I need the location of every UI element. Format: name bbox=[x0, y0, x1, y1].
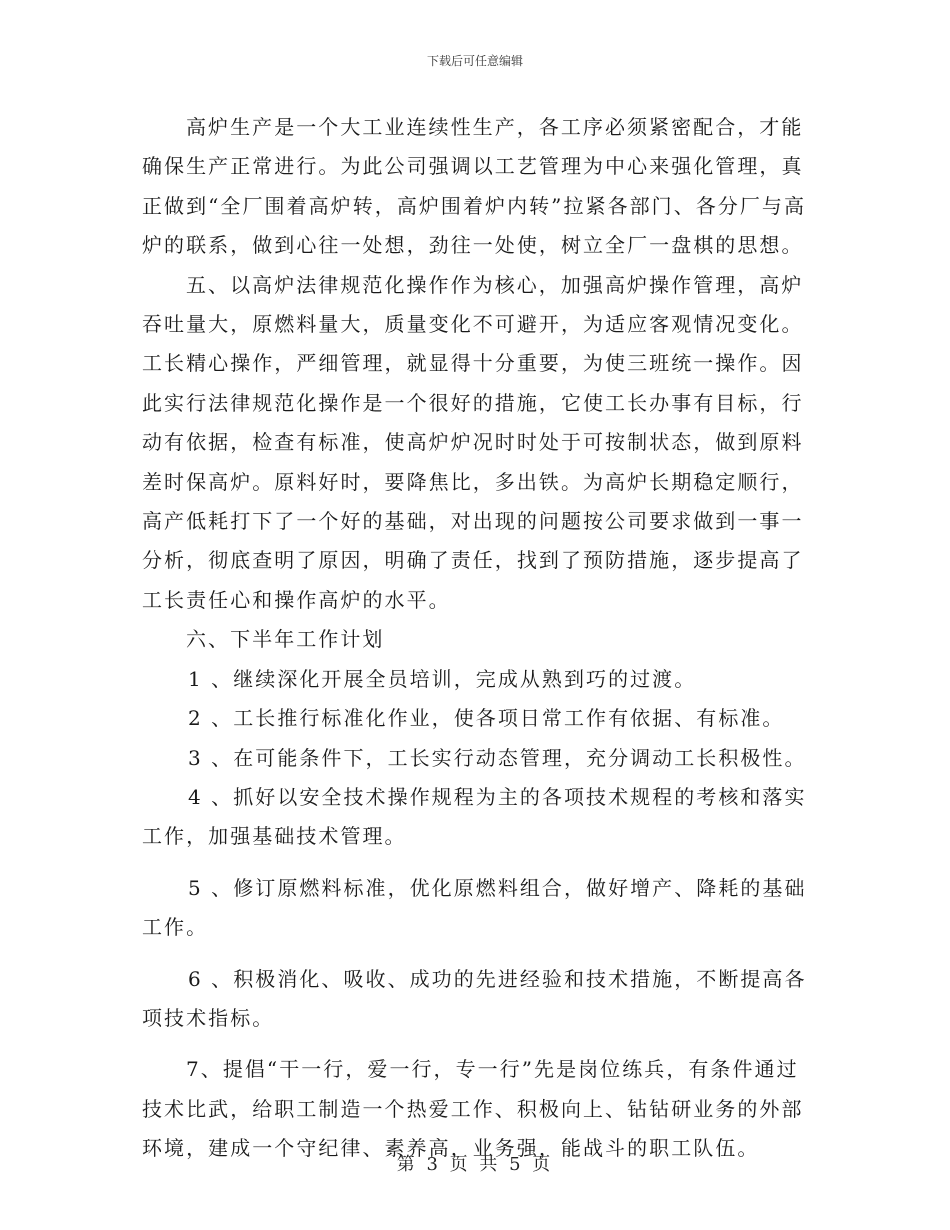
plan-item-3: 3 、在可能条件下，工长实行动态管理，充分调动工长积极性。 bbox=[188, 745, 807, 770]
section-heading-six: 六、下半年工作计划 bbox=[186, 627, 385, 652]
paragraph-section-five: 五、以高炉法律规范化操作作为核心，加强高炉操作管理，高炉吞吐量大，原燃料量大，质量变化不可避开，为适应客观情况变化。工长精心操作，严细管理，就显得十分重要，为使三班统一操作。因此实行法律规范化操作是一个很好的措施，它使工长办事有目标，行动有依据，检查有标准，使高炉炉况时时处于可按制状态，做到原料差时保高炉。原料好时，要降焦比，多出铁。为高炉长期稳定顺行，高产低耗打下了一个好的基础，对出现的问题按公司要求做到一事一分析，彻底查明了原因，明确了责任，找到了预防措施，逐步提高了工长责任心和操作高炉的水平。 bbox=[142, 272, 804, 612]
paragraph-production: 高炉生产是一个大工业连续性生产，各工序必须紧密配合，才能确保生产正常进行。为此公司强调以工艺管理为中心来强化管理，真正做到“全厂围着高炉转，高炉围着炉内转”拉紧各部门、各分厂与高炉的联系，做到心往一处想，劲往一处使，树立全厂一盘棋的思想。 bbox=[142, 115, 806, 258]
plan-item-1: 1 、继续深化开展全员培训，完成从熟到巧的过渡。 bbox=[188, 666, 697, 691]
plan-item-7: 7、提倡“干一行，爱一行，专一行”先是岗位练兵，有条件通过技术比武，给职工制造一个热爱工作、积极向上、钻钻研业务的外部环境，建成一个守纪律、素养高，业务强，能战斗的职工队伍。 bbox=[142, 1057, 804, 1161]
plan-item-6: 6 、积极消化、吸收、成功的先进经验和技术措施，不断提高各项技术指标。 bbox=[142, 966, 807, 1030]
page-header: 下载后可任意编辑 bbox=[426, 54, 523, 68]
page-footer: 第 3 页 共 5 页 bbox=[396, 1154, 554, 1175]
plan-item-4: 4 、抓好以安全技术操作规程为主的各项技术规程的考核和落实工作，加强基础技术管理。 bbox=[142, 784, 807, 849]
plan-item-2: 2 、工长推行标准化作业，使各项日常工作有依据、有标准。 bbox=[188, 706, 785, 731]
plan-item-5: 5 、修订原燃料标准，优化原燃料组合，做好增产、降耗的基础工作。 bbox=[142, 875, 807, 940]
document-body bbox=[142, 108, 812, 1169]
